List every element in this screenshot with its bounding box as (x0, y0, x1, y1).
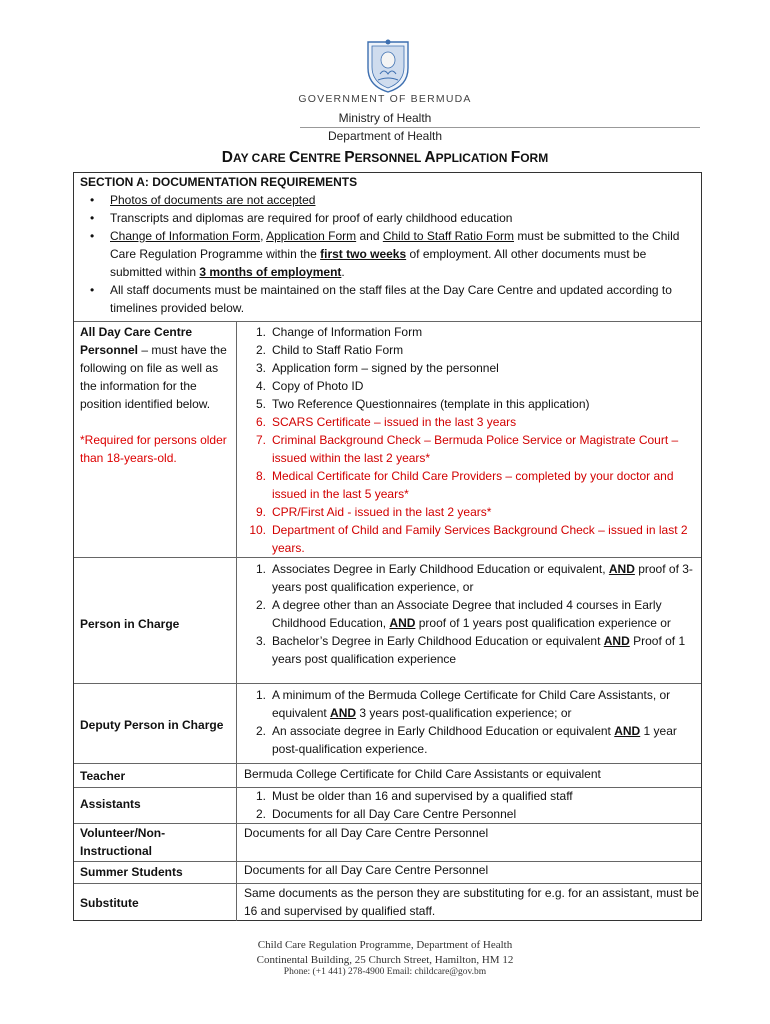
form-title: DAY CARE CENTRE PERSONNEL APPLICATION FORM (221, 149, 549, 166)
list-item: 3. Bachelor’s Degree in Early Childhood Education or equivalent AND Proof of 1 years post qualification experience (255, 634, 686, 666)
deputy-person-in-charge-label: Deputy Person in Charge (80, 718, 224, 732)
volunteer-requirements: Documents for all Day Care Centre Personnel (244, 826, 489, 840)
row-divider (74, 683, 701, 684)
teacher-label: Teacher (80, 769, 126, 783)
list-item: 6. SCARS Certificate – issued in the last 3 years (255, 415, 517, 429)
bullet-icon: • (90, 211, 95, 225)
footer-address: Continental Building, 25 Church Street, Hamilton, HM 12 (256, 954, 514, 966)
department-name: Department of Health (327, 129, 443, 143)
person-in-charge-label: Person in Charge (80, 617, 180, 631)
column-divider (236, 321, 237, 921)
row-divider (74, 763, 701, 764)
header-divider (300, 127, 700, 128)
list-item: 8. Medical Certificate for Child Care Providers – completed by your doctor and issued in the last 5 years* (255, 469, 674, 501)
required-note: *Required for persons older than 18-years-old. (80, 433, 227, 465)
assistants-requirements (244, 787, 699, 823)
list-item: 3. Application form – signed by the personnel (255, 361, 499, 375)
section-a-heading: SECTION A: DOCUMENTATION REQUIREMENTS (80, 175, 358, 189)
bullet-icon: • (90, 193, 95, 207)
list-item: 2. Child to Staff Ratio Form (255, 343, 404, 357)
assistants-label: Assistants (80, 797, 141, 811)
list-item: 2. Documents for all Day Care Centre Personnel (255, 807, 517, 821)
bullet-icon: • (90, 229, 95, 243)
summer-students-requirements: Documents for all Day Care Centre Personnel (244, 863, 489, 877)
list-item: 4. Copy of Photo ID (255, 379, 364, 393)
summer-students-label: Summer Students (80, 865, 183, 879)
list-item: 2. A degree other than an Associate Degree that included 4 courses in Early Childhood Education, AND proof of 1 years post qualification experience or (255, 598, 671, 630)
list-item: • Transcripts and diplomas are required for proof of early childhood education (90, 211, 513, 225)
list-item: • Photos of documents are not accepted (90, 193, 316, 207)
ministry-name: Ministry of Health (338, 111, 432, 125)
row-divider (74, 321, 701, 322)
all-personnel-requirements (244, 323, 699, 557)
volunteer-label: Volunteer/Non-Instructional (80, 826, 166, 858)
teacher-requirements: Bermuda College Certificate for Child Care Assistants or equivalent (244, 767, 601, 781)
person-in-charge-requirements (244, 560, 699, 668)
deputy-requirements (244, 686, 699, 758)
footer-contact: Phone: (+1 441) 278-4900 Email: childcare@gov.bm (283, 967, 487, 977)
list-item: 1. Must be older than 16 and supervised by a qualified staff (255, 789, 573, 803)
requirements-table (73, 172, 702, 921)
list-item: 10. Department of Child and Family Services Background Check – issued in last 2 years. (249, 523, 688, 555)
row-divider (74, 557, 701, 558)
list-item: 1. A minimum of the Bermuda College Certificate for Child Care Assistants, or equivalent AND 3 years post-qualification experience; or (255, 688, 671, 720)
bermuda-crest-icon (358, 38, 418, 94)
list-item: • Change of Information Form, Application Form and Child to Staff Ratio Form must be submitted to the Child Care Regulation Programme within the first two weeks of employment. All other documents must be submitted within 3 months of employment. (90, 229, 680, 279)
list-item: 1. Associates Degree in Early Childhood Education or equivalent, AND proof of 3-years post qualification experience, or (255, 562, 693, 594)
list-item: 7. Criminal Background Check – Bermuda Police Service or Magistrate Court – issued within the last 2 years* (255, 433, 679, 465)
bullet-icon: • (90, 283, 95, 297)
list-item: 2. An associate degree in Early Childhood Education or equivalent AND 1 year post-qualification experience. (255, 724, 677, 756)
all-personnel-label: All Day Care Centre Personnel – must have the following on file as well as the information for the position identified below. *Required for persons older than 18-years-old. (80, 323, 232, 467)
government-name: GOVERNMENT OF BERMUDA (298, 93, 472, 105)
footer-programme: Child Care Regulation Programme, Department of Health (257, 939, 513, 951)
substitute-label: Substitute (80, 896, 139, 910)
list-item: • All staff documents must be maintained on the staff files at the Day Care Centre and updated according to timelines provided below. (90, 283, 672, 315)
section-a (80, 173, 695, 317)
substitute-requirements: Same documents as the person they are substituting for e.g. for an assistant, must be 16 and supervised by qualified staff. (244, 886, 699, 918)
list-item: 9. CPR/First Aid - issued in the last 2 years* (255, 505, 492, 519)
list-item: 5. Two Reference Questionnaires (template in this application) (255, 397, 590, 411)
list-item: 1. Change of Information Form (255, 325, 423, 339)
